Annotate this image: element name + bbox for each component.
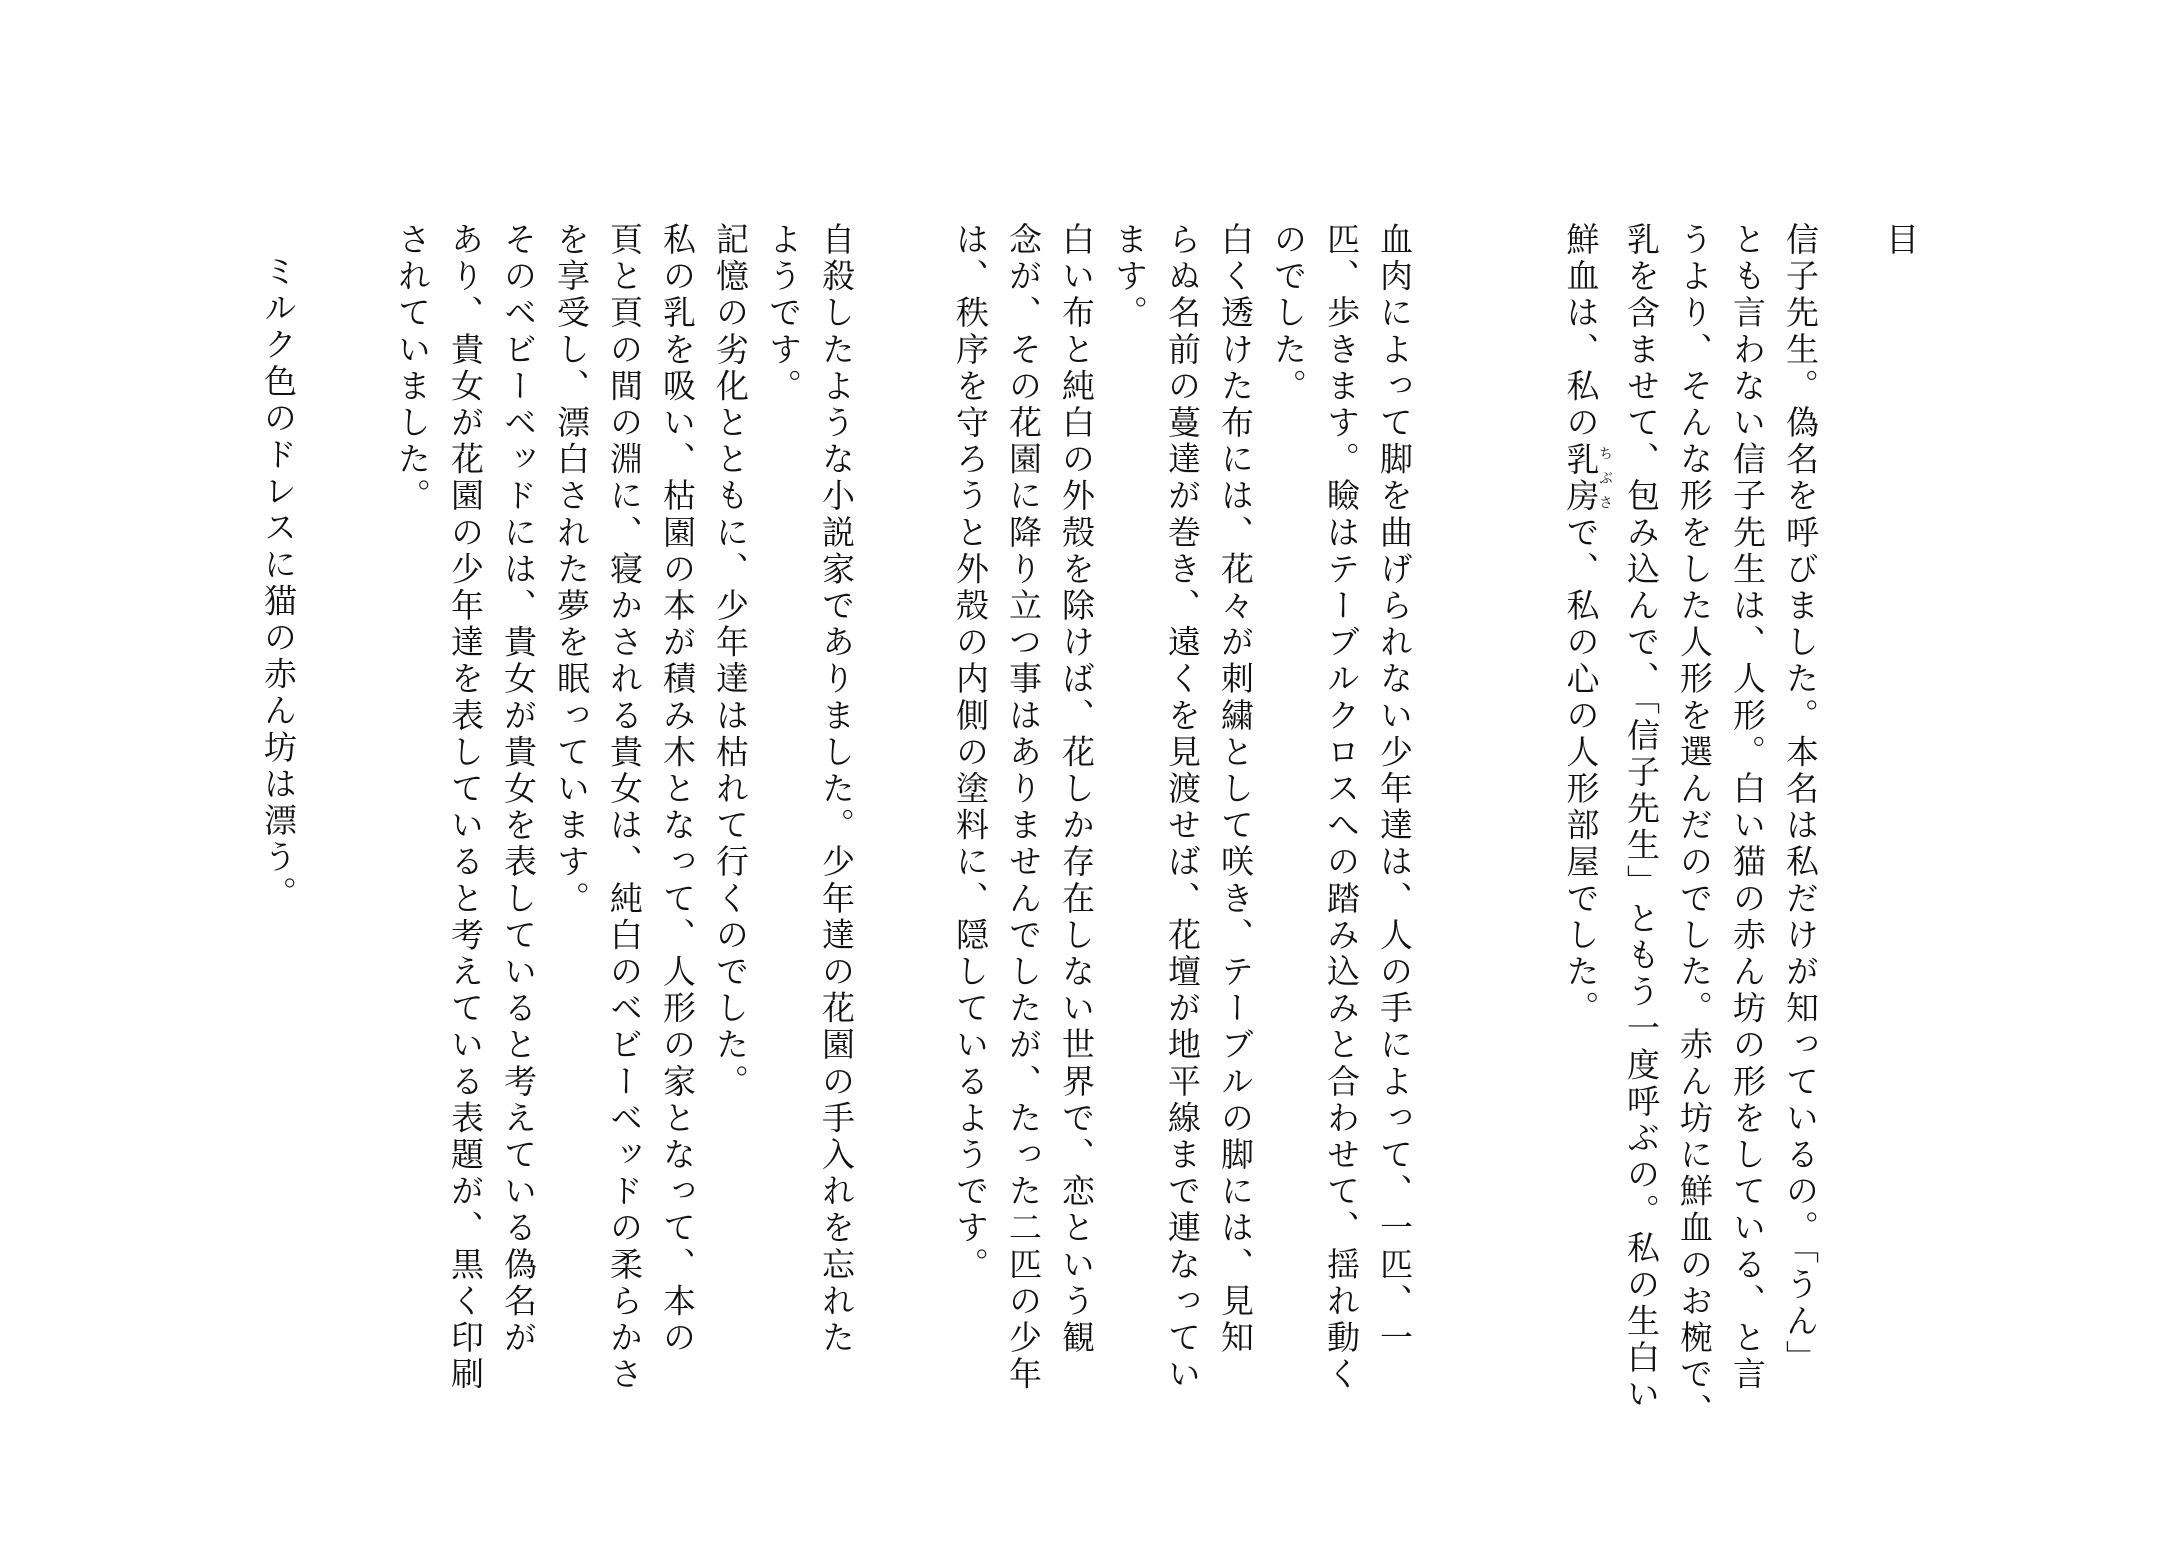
text-line: 頁と頁の間の淵に、寝かされる貴女は、純白のベビーベッドの柔らかさ [605,222,644,1394]
text-line: 私の乳を吸い、枯園の本が積み木となって、人形の家となって、本の [658,222,697,1357]
text-line: されていました。 [393,222,432,515]
text-line: ミルク色のドレスに猫の赤ん坊は漂う。 [259,254,298,913]
text-line: ようです。 [764,222,803,405]
section-heading: 目 [1881,222,1920,255]
text-segment: 鮮血は、私の [1561,222,1601,442]
text-line: うより、そんな形をした人形を選んだのでした。赤ん坊に鮮血のお椀で、 [1675,222,1714,1430]
ruby-word [1561,441,1613,515]
text-line: を享受し、漂白された夢を眠っています。 [552,222,591,918]
text-line: 乳を含ませて、包み込んで、「信子先生」ともう一度呼ぶの。私の生白い [1622,222,1661,1414]
text-segment: で、私の心の人形部屋でした。 [1561,514,1601,1028]
text-line: らぬ名前の蔓達が巻き、遠くを見渡せば、花壇が地平線まで連なってい [1163,222,1202,1394]
ruby-reading: ちぶさ [1597,441,1613,515]
text-line: 血肉によって脚を曲げられない少年達は、人の手によって、一匹、一 [1375,222,1414,1357]
text-line: とも言わない信子先生は、人形。白い猫の赤ん坊の形をしている、と言 [1728,222,1767,1394]
ruby-base: 乳房 [1561,441,1601,515]
text-line [1561,222,1613,1028]
text-line: のでした。 [1269,222,1308,405]
text-line: 自殺したような小説家でありました。少年達の花園の手入れを忘れた [817,222,856,1357]
text-line: そのベビーベッドには、貴女が貴女を表していると考えている偽名が [499,222,538,1357]
text-line: 信子先生。偽名を呼びました。本名は私だけが知っているの。「うん」 [1781,222,1820,1377]
text-line: 匹、歩きます。瞼はテーブルクロスへの踏み込みと合わせて、揺れ動く [1322,222,1361,1394]
text-line: 念が、その花園に降り立つ事はありませんでしたが、たった二匹の少年 [1004,222,1043,1394]
text-line: ます。 [1110,222,1149,332]
text-line: 白く透けた布には、花々が刺繍として咲き、テーブルの脚には、見知 [1216,222,1255,1357]
text-line: あり、貴女が花園の少年達を表していると考えている表題が、黒く印刷 [446,222,485,1394]
text-line: 白い布と純白の外殻を除けば、花しか存在しない世界で、恋という観 [1057,222,1096,1357]
text-line: 記憶の劣化とともに、少年達は枯れて行くのでした。 [711,222,750,1101]
text-line: は、秩序を守ろうと外殻の内側の塗料に、隠しているようです。 [951,222,990,1284]
